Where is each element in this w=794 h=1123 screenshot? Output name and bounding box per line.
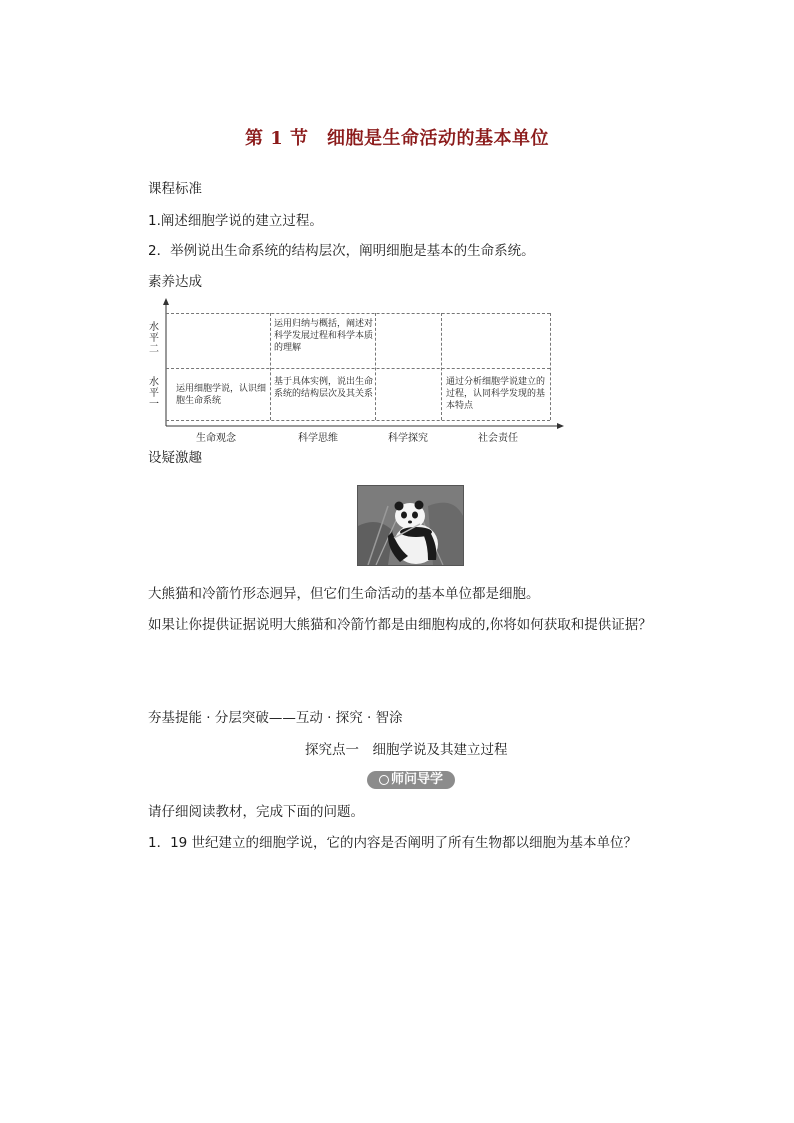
axis-label-scientific-inquiry: 科学探究 [388,433,428,444]
part-heading: 夯基提能 · 分层突破——互动 · 探究 · 智涂 [148,710,403,726]
paragraph-1: 大熊猫和冷箭竹形态迥异，但它们生命活动的基本单位都是细胞。 [148,586,540,602]
level-two-label: 水平二 [149,322,159,355]
badge-label: 师问导学 [390,772,443,787]
level-two-scientific-thinking: 运用归纳与概括，阐述对科学发展过程和科学本质的理解 [274,319,374,353]
instruction-text: 请仔细阅读教材，完成下面的问题。 [148,804,364,820]
literacy-chart [146,296,566,444]
level-one-scientific-thinking: 基于具体实例，说出生命系统的结构层次及其关系 [274,377,374,399]
paragraph-2: 如果让你提供证据说明大熊猫和冷箭竹都是由细胞构成的,你将如何获取和提供证据？ [148,617,652,633]
level-one-social-responsibility: 通过分析细胞学说建立的过程，认同科学发现的基本特点 [446,377,546,411]
interest-heading: 设疑激趣 [148,450,202,466]
panda-photo [357,485,464,566]
axis-label-scientific-thinking: 科学思维 [298,433,338,444]
magnifier-icon [379,775,389,785]
panda-illustration [358,486,463,565]
standard-item-1: 1.阐述细胞学说的建立过程。 [148,213,323,229]
level-one-label: 水平一 [149,377,159,410]
question-1: 1．19 世纪建立的细胞学说，它的内容是否阐明了所有生物都以细胞为基本单位？ [148,835,638,851]
level-one-life-concept: 运用细胞学说，认识细胞生命系统 [176,384,267,406]
axis-label-social-responsibility: 社会责任 [478,433,518,444]
teacher-guide-badge [367,771,455,789]
literacy-heading: 素养达成 [148,274,202,290]
page-title: 第 1 节 细胞是生命活动的基本单位 [244,128,550,149]
explore-point-heading: 探究点一 细胞学说及其建立过程 [305,742,508,758]
course-standards-heading: 课程标准 [148,181,202,197]
standard-item-2: 2．举例说出生命系统的结构层次，阐明细胞是基本的生命系统。 [148,243,535,259]
axis-label-life-concept: 生命观念 [196,433,236,444]
